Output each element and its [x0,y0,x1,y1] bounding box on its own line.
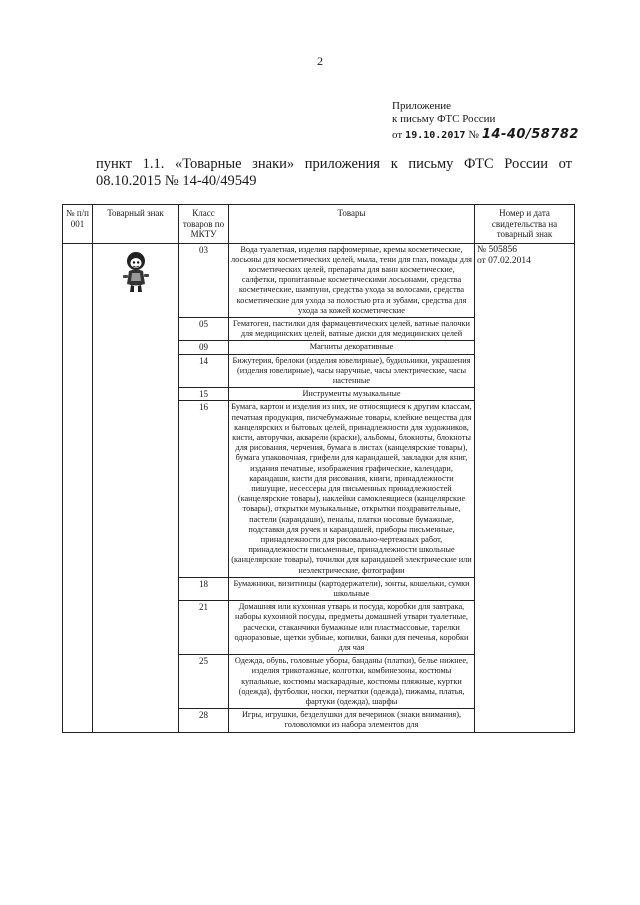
trademark-table [62,204,575,733]
document-title [96,156,572,190]
appendix-date: 19.10.2017 [405,130,466,141]
cell-goods: Игры, игрушки, безделушки для вечеринок (знаки внимания), головоломки из набора элементов для [229,709,475,732]
cell-goods: Бумажники, визитницы (картодержатели), зонты, кошельки, сумки школьные [229,577,475,600]
cell-goods: Гематоген, пастилки для фармацевтических целей, ватные палочки для медицинских целей, ватные диски для медицинских целей [229,317,475,340]
cell-class: 05 [179,317,229,340]
cell-trademark [93,243,179,732]
cell-goods: Бумага, картон и изделия из них, не относящиеся к другим классам, печатная продукция, писчебумажные товары, клейкие вещества для канцелярских и бытовых целей, принадлежности для художников, кисти, авторучки, акварели (краски), альбомы, блокноты, блокноты для рисования, черчения, бумага в листах (канцелярские товары), бумага упаковочная, грифели для карандашей, закладки для книг, издания печатные, изображения графические, календари, карандаши, кисти для рисования, книги, принадлежности пишущие, несессеры для письменных принадлежностей (канцелярские товары), наклейки самоклеящиеся (канцелярские товары), открытки музыкальные, открытки поздравительные, пастели (карандаши), пеналы, платки носовые бумажные, подставки для ручек и карандашей, приборы письменные, принадлежности для рисовально-чертежных работ, принадлежности письменные, принадлежности школьные (канцелярские товары), точилки для карандашей электрические или неэлектрические, фотографии [229,401,475,577]
cell-class: 21 [179,601,229,655]
cell-class: 25 [179,655,229,709]
cell-num [63,243,93,732]
appendix-number-label: № [468,129,479,141]
appendix-line-1: Приложение [392,100,452,112]
document-title-line-2: 08.10.2015 № 14-40/49549 [96,173,257,189]
table-row [63,243,575,317]
table-header-row [63,205,575,244]
appendix-number: 14-40/58782 [481,127,579,142]
appendix-from-label: от [392,129,403,141]
cell-class: 03 [179,243,229,317]
header-mark: Товарный знак [93,205,179,244]
cell-class: 18 [179,577,229,600]
cell-class: 15 [179,388,229,401]
cell-class: 16 [179,401,229,577]
certificate-date: от 07.02.2014 [477,255,531,266]
trademark-character-image [121,251,151,293]
cell-goods: Вода туалетная, изделия парфюмерные, кремы косметические, лосьоны для косметических целей, мыла, тени для глаз, помады для косметических целей, препараты для ванн косметические, салфетки, пропитанные косметическими лосьонами, средства косметические, шампуни, средства ухода за волосами, средства косметические для ухода за полостью рта и зубами, средства для ухода за кожей косметические [229,243,475,317]
cell-goods: Домашняя или кухонная утварь и посуда, коробки для завтрака, наборы кухонной посуды, предметы домашней утвари туалетные, расчески, стаканчики бумажные или пластмассовые, тарелки одноразовые, щетки зубные, копилки, банки для печенья, коробки для чая [229,601,475,655]
header-goods: Товары [229,205,475,244]
cell-class: 14 [179,354,229,388]
cell-class: 09 [179,341,229,354]
cell-goods: Бижутерия, брелоки (изделия ювелирные), будильники, украшения (изделия ювелирные), часы наручные, часы электрические, часы настенные [229,354,475,388]
header-num: № п/п 001 [63,205,93,244]
page-number: 2 [317,54,323,68]
header-class: Класс товаров по МКТУ [179,205,229,244]
appendix-registration [392,128,579,142]
cell-goods: Инструменты музыкальные [229,388,475,401]
cell-goods: Магниты декоративные [229,341,475,354]
cell-certificate [475,243,575,732]
certificate-number: № 505856 [477,244,517,255]
cell-goods: Одежда, обувь, головные уборы, банданы (платки), белье нижнее, изделия трикотажные, колготки, комбинезоны, костюмы купальные, костюмы маскарадные, костюмы пляжные, куртки (одежда), футболки, носки, перчатки (одежда), пижамы, платья, фартуки (одежда), шарфы [229,655,475,709]
cell-class: 28 [179,709,229,732]
appendix-line-2: к письму ФТС России [392,113,496,125]
appendix-block [392,100,579,142]
document-title-line-1: пункт 1.1. «Товарные знаки» приложения к письму ФТС России от [96,156,572,172]
header-certificate: Номер и дата свидетельства на товарный знак [475,205,575,244]
